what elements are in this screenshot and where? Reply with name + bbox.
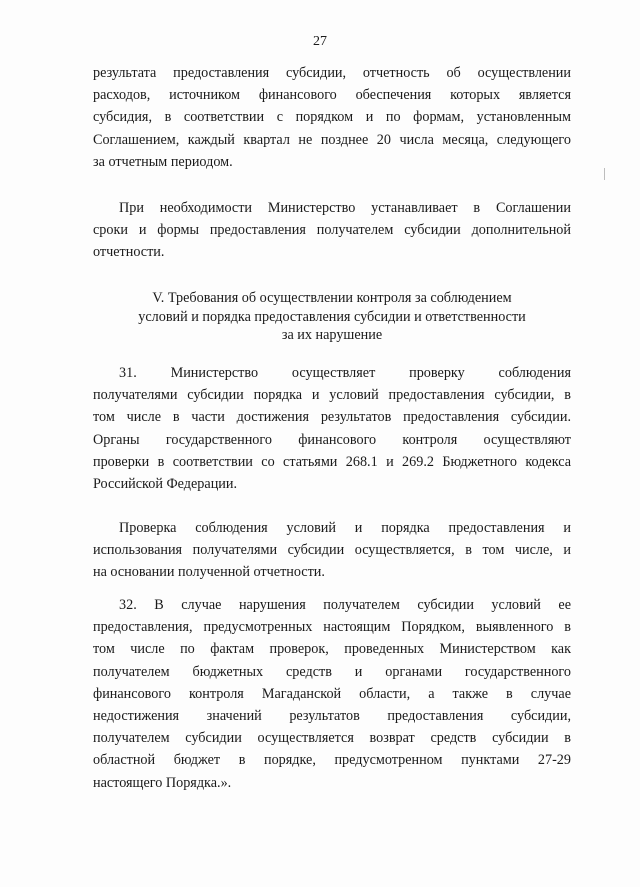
- text-line: том числе в части достижения результатов предоставления субсидии.: [93, 409, 571, 426]
- text-line: 31. Министерство осуществляет проверку соблюдения: [119, 365, 571, 381]
- text-line: Соглашением, каждый квартал не позднее 20 числа месяца, следующего: [93, 131, 571, 148]
- text-line: субсидия, в соответствии с порядком и по формам, установленным: [93, 109, 571, 126]
- text-line: 32. В случае нарушения получателем субсидии условий ее: [119, 597, 571, 613]
- text-line: недостижения значений результатов предоставления субсидии,: [93, 708, 571, 725]
- section-heading: [93, 289, 571, 345]
- heading-line: условий и порядка предоставления субсидии и ответственности: [138, 308, 526, 325]
- heading-line: за их нарушение: [281, 327, 383, 343]
- text-line: за отчетным периодом.: [93, 153, 233, 170]
- text-line: использования получателями субсидии осуществляется, в том числе, и: [93, 542, 571, 559]
- text-line: расходов, источником финансового обеспечения которых является: [93, 87, 571, 104]
- text-line: получателем бюджетных средств и органами государственного: [93, 663, 571, 680]
- text-line: При необходимости Министерство устанавливает в Соглашении: [119, 200, 571, 216]
- text-line: настоящего Порядка.».: [93, 774, 232, 791]
- text-line: на основании полученной отчетности.: [93, 564, 325, 581]
- text-line: Проверка соблюдения условий и порядка предоставления и: [119, 520, 571, 536]
- text-line: получателями субсидии порядка и условий предоставления субсидии, в: [93, 387, 571, 404]
- paragraph-reporting: [93, 62, 571, 173]
- scan-mark: [604, 168, 605, 180]
- paragraph-32: [93, 594, 571, 794]
- text-line: получателем субсидии осуществляется возврат средств субсидии в: [93, 730, 571, 747]
- heading-line: V. Требования об осуществлении контроля за соблюдением: [152, 290, 512, 306]
- text-line: финансового контроля Магаданской области, а также в случае: [93, 685, 571, 702]
- text-line: Органы государственного финансового контроля осуществляют: [93, 431, 571, 448]
- text-line: предоставления, предусмотренных настоящим Порядком, выявленного в: [93, 619, 571, 636]
- paragraph-31: [93, 362, 571, 495]
- text-line: областной бюджет в порядке, предусмотренном пунктами 27-29: [93, 752, 571, 769]
- page-number: 27: [313, 34, 327, 49]
- paragraph-additional-reporting: [93, 197, 571, 264]
- text-line: результата предоставления субсидии, отчетность об осуществлении: [93, 65, 571, 81]
- text-line: отчетности.: [93, 244, 165, 261]
- text-line: проверки в соответствии со статьями 268.1 и 269.2 Бюджетного кодекса: [93, 453, 571, 470]
- text-line: сроки и формы предоставления получателем субсидии дополнительной: [93, 222, 571, 239]
- paragraph-verification: [93, 517, 571, 584]
- text-line: Российской Федерации.: [93, 476, 238, 493]
- text-line: том числе по фактам проверок, проведенных Министерством как: [93, 641, 571, 658]
